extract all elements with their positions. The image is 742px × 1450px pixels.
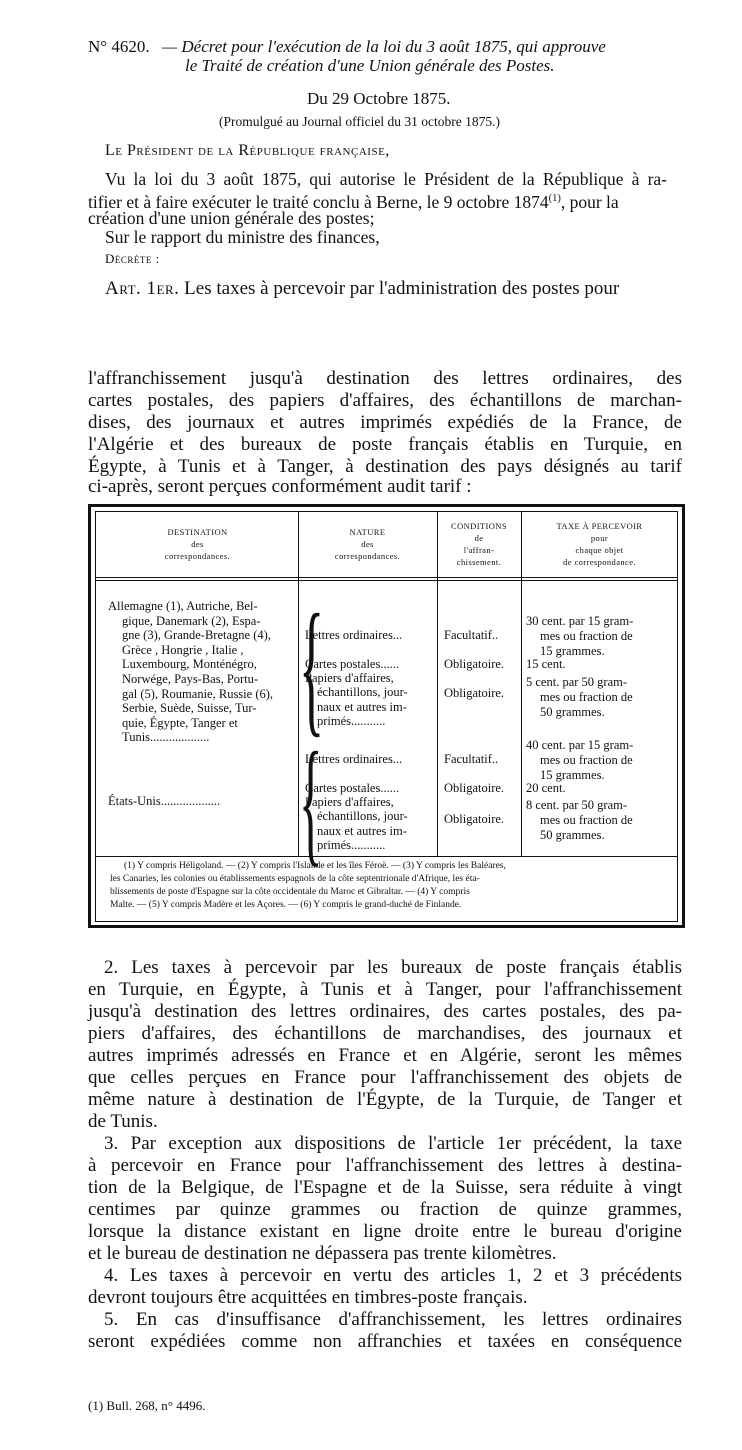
- article-line: lorsque la distance existant en ligne droite entre le bureau d'origine: [88, 1221, 682, 1242]
- page-footnote: (1) Bull. 268, n° 4496.: [88, 1398, 206, 1413]
- president-heading: Le Président de la République française,: [105, 142, 390, 159]
- article-line: 4. Les taxes à percevoir en vertu des articles 1, 2 et 3 précédents: [104, 1265, 682, 1286]
- article-line: et le bureau de destination ne dépassera pas trente kilomètres.: [88, 1243, 557, 1264]
- table-footnote-line: blissements de poste d'Espagne sur la côte occidentale du Maroc et Gibraltar. — (4) Y compris: [110, 887, 470, 897]
- art1-para-line: Égypte, à Tunis et à Tanger, à destination des pays désignés au tarif: [88, 456, 682, 477]
- taxe-line: 20 cent.: [526, 781, 566, 795]
- taxe-line: 15 grammes.: [540, 644, 605, 658]
- destination-line: quie, Égypte, Tanger et: [122, 715, 238, 730]
- nature-cell: [305, 671, 408, 729]
- article-line: piers d'affaires, des échantillons de marchandises, des journaux et: [88, 1023, 682, 1044]
- table-header-taxe: [523, 520, 676, 568]
- destination-line: Norwége, Pays-Bas, Portu-: [122, 671, 259, 686]
- table-column-rule: [521, 511, 522, 856]
- table-header-rule: [95, 580, 678, 581]
- nature-line: naux et autres im-: [317, 699, 407, 714]
- header-word: de: [474, 533, 484, 543]
- destination-line: Serbie, Suède, Suisse, Tur-: [122, 701, 257, 716]
- taxe-line: 8 cent. par 50 gram-: [526, 798, 628, 812]
- table-column-rule: [437, 511, 438, 856]
- nature-line: primés...........: [317, 714, 386, 729]
- header-word: CONDITIONS: [451, 521, 507, 531]
- destination-line: Allemagne (1), Autriche, Bel-: [108, 599, 258, 613]
- preamble-vu-1: Vu la loi du 3 août 1875, qui autorise le Président de la République à ra-: [105, 169, 667, 189]
- nature-cell: [305, 752, 402, 767]
- art1-para-line: ci-après, seront perçues conformément audit tarif :: [88, 476, 472, 497]
- decrete-heading: Décrète :: [105, 251, 160, 266]
- condition-cell: Obligatoire.: [444, 781, 505, 795]
- nature-line: Cartes postales......: [305, 657, 400, 671]
- table-footnotes: [110, 860, 506, 912]
- promulgation-note: (Promulgué au Journal officiel du 31 octobre 1875.): [219, 114, 500, 129]
- nature-line: Cartes postales......: [305, 781, 400, 795]
- nature-cell: [305, 781, 399, 796]
- taxe-line: 30 cent. par 15 gram-: [526, 614, 634, 628]
- article-line: en Turquie, en Égypte, à Tunis et à Tanger, pour l'affranchissement: [88, 979, 682, 1000]
- group1-destinations: [108, 599, 273, 745]
- group-brace: {: [299, 584, 325, 750]
- preamble-vu-2-end: , pour la: [560, 191, 619, 212]
- taxe-line: mes ou fraction de: [540, 813, 633, 827]
- decree-title-line-2: le Traité de création d'une Union générale des Postes.: [185, 56, 555, 75]
- destination-line: gal (5), Roumanie, Russie (6),: [122, 686, 274, 701]
- art1-first-line: [105, 278, 619, 300]
- decree-number: N° 4620.: [88, 37, 150, 56]
- footnote-ref: (1): [548, 193, 561, 204]
- article-line: devront toujours être acquittées en timbres-poste français.: [88, 1287, 528, 1308]
- table-footnote-rule: [95, 856, 678, 857]
- nature-line: Papiers d'affaires,: [305, 671, 394, 685]
- nature-cell: [305, 628, 402, 643]
- taxe-cell: [526, 781, 566, 796]
- header-word: correspondances.: [334, 551, 401, 561]
- destination-line: gique, Danemark (2), Espa-: [122, 613, 261, 628]
- destination-line: Tunis...................: [122, 730, 210, 745]
- header-word: chissement.: [456, 557, 502, 567]
- taxe-cell: [526, 798, 633, 843]
- nature-line: naux et autres im-: [317, 823, 407, 838]
- header-word: NATURE: [349, 527, 386, 537]
- table-footnote-line: Malte. — (5) Y compris Madère et les Açores. — (6) Y compris le grand-duché de Finlande.: [110, 900, 462, 910]
- nature-cell: [305, 657, 399, 672]
- decree-date: Du 29 Octobre 1875.: [307, 89, 451, 108]
- table-footnote-line: (1) Y compris Héligoland. — (2) Y compris l'Islande et les îles Féroë. — (3) Y compris les Baléares,: [124, 861, 506, 871]
- taxe-line: 40 cent. par 15 gram-: [526, 738, 634, 752]
- taxe-line: 50 grammes.: [540, 705, 605, 719]
- header-word: TAXE À PERCEVOIR: [556, 521, 643, 531]
- art1-label: Art. 1er.: [105, 278, 180, 299]
- header-word: pour: [590, 533, 609, 543]
- group2-destination: États-Unis...................: [108, 794, 221, 808]
- article-line: à percevoir en France pour l'affranchissement des lettres à destina-: [88, 1155, 682, 1176]
- art1-para-line: l'Algérie et des bureaux de poste français établis en Turquie, en: [88, 434, 682, 455]
- header-word: chaque objet: [575, 545, 624, 555]
- header-word: correspondances.: [164, 551, 231, 561]
- article-line: même nature à destination de l'Égypte, de la Turquie, de Tanger et: [88, 1089, 682, 1110]
- article-line: jusqu'à destination des lettres ordinaires, des cartes postales, des pa-: [88, 1001, 682, 1022]
- condition-cell: Obligatoire.: [444, 812, 505, 826]
- taxe-line: mes ou fraction de: [540, 690, 633, 704]
- preamble-vu-2: tifier et à faire exécuter le traité conclu à Berne, le 9 octobre 1874: [88, 191, 549, 212]
- nature-line: Lettres ordinaires...: [305, 628, 403, 642]
- destination-line: Luxembourg, Monténégro,: [122, 657, 257, 672]
- destination-line: gne (3), Grande-Bretagne (4),: [122, 628, 271, 643]
- taxe-cell: [526, 738, 633, 783]
- article-line: centimes par quinze grammes ou fraction de quinze grammes,: [88, 1199, 682, 1220]
- table-header-conditions: [439, 520, 519, 568]
- header-word: de correspondance.: [563, 557, 636, 567]
- table-header-nature: [300, 526, 435, 562]
- article-line: 2. Les taxes à percevoir par les bureaux de poste français établis: [104, 957, 682, 978]
- article-line: que celles perçues en France pour l'affranchissement des objets de: [88, 1067, 682, 1088]
- article-line: autres imprimés adressés en France et en Algérie, seront les mêmes: [88, 1045, 682, 1066]
- preamble-line: [105, 168, 667, 190]
- group-brace: {: [299, 724, 323, 879]
- nature-line: échantillons, jour-: [317, 809, 408, 824]
- art1-para-line: l'affranchissement jusqu'à destination des lettres ordinaires, des: [88, 368, 682, 389]
- taxe-line: mes ou fraction de: [540, 753, 633, 767]
- nature-line: Lettres ordinaires...: [305, 752, 403, 766]
- condition-cell: Facultatif..: [444, 628, 499, 642]
- condition-cell: Obligatoire.: [444, 657, 505, 671]
- table-header-destination: [100, 526, 295, 562]
- nature-line: échantillons, jour-: [317, 685, 408, 700]
- art1-para-line: cartes postales, des papiers d'affaires, des échantillons de marchan-: [88, 390, 682, 411]
- condition-cell: Obligatoire.: [444, 686, 505, 700]
- header-word: DESTINATION: [167, 527, 228, 537]
- article-line: tion de la Belgique, de l'Espagne et de la Suisse, sera réduite à vingt: [88, 1177, 682, 1198]
- condition-cell: Facultatif..: [444, 752, 499, 766]
- taxe-line: 15 cent.: [526, 657, 566, 671]
- preamble-vu-3: création d'une union générale des postes;: [88, 208, 375, 228]
- destination-line: Grèce , Hongrie , Italie ,: [122, 642, 244, 657]
- taxe-cell: [526, 614, 633, 659]
- header-word: l'affran-: [463, 545, 495, 555]
- article-line: 3. Par exception aux dispositions de l'article 1er précédent, la taxe: [104, 1133, 682, 1154]
- taxe-line: mes ou fraction de: [540, 629, 633, 643]
- article-line: seront expédiées comme non affranchies et taxées en conséquence: [88, 1331, 682, 1352]
- article-line: 5. En cas d'insuffisance d'affranchissement, les lettres ordinaires: [104, 1309, 682, 1330]
- taxe-line: 50 grammes.: [540, 828, 605, 842]
- header-word: des: [191, 539, 204, 549]
- nature-line: primés...........: [317, 838, 386, 853]
- header-word: des: [361, 539, 374, 549]
- taxe-line: 15 grammes.: [540, 768, 605, 782]
- nature-line: Papiers d'affaires,: [305, 795, 394, 809]
- taxe-line: 5 cent. par 50 gram-: [526, 675, 628, 689]
- table-footnote-line: les Canaries, les colonies ou établissements espagnols de la côte septentrionale d'Afrique, les éta-: [110, 874, 480, 884]
- preamble-sur: Sur le rapport du ministre des finances,: [105, 227, 380, 247]
- nature-cell: [305, 795, 408, 853]
- table-header-rule: [95, 577, 678, 578]
- art1-para-line: dises, des journaux et autres imprimés expédiés de la France, de: [88, 412, 682, 433]
- taxe-cell: [526, 657, 566, 672]
- article-line: de Tunis.: [88, 1111, 158, 1132]
- art1-text: Les taxes à percevoir par l'administration des postes pour: [184, 278, 620, 299]
- decree-title-line-1: — Décret pour l'exécution de la loi du 3 août 1875, qui approuve: [162, 37, 606, 56]
- taxe-cell: [526, 675, 633, 720]
